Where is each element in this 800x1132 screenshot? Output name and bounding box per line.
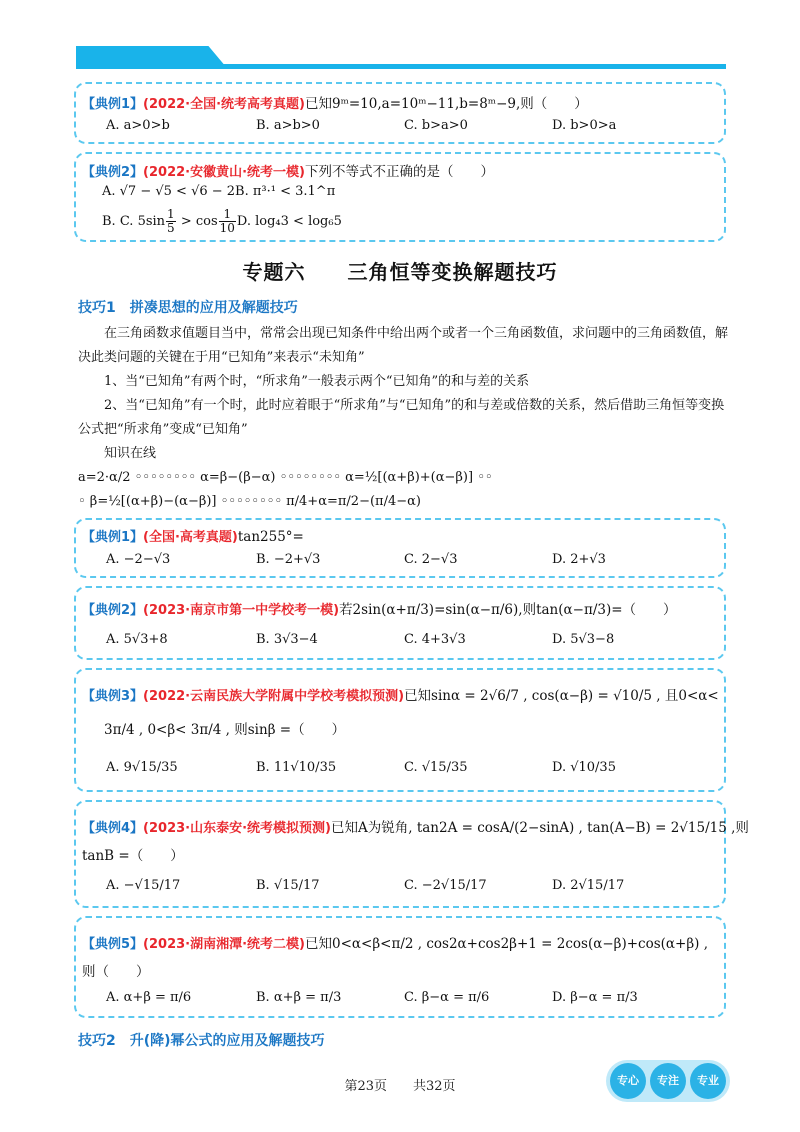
example-stem: 已知9ᵐ=10,a=10ᵐ−11,b=8ᵐ−9,则（ ） [305,96,588,112]
example-source: (2022·全国·统考高考真题) [143,97,305,112]
example-box-prev-2 [74,152,726,242]
option-b: B. 3√3−4 [256,632,318,647]
option-c: C. 2−√3 [404,552,458,567]
option-line-1: A. √7 − √5 < √6 − 2B. π³·¹ < 3.1^π [102,184,336,199]
example-stem: 下列不等式不正确的是（ ） [305,164,494,180]
option-d: D. b>0>a [552,118,617,133]
question-stem-line-2: 3π/4 , 0<β< 3π/4 , 则sinβ =（ ） [104,722,346,738]
example-source: (2022·安徽黄山·统考一模) [143,165,305,180]
knowledge-online-label: 知识在线 [78,446,157,461]
example-stem: tan255°= [237,529,304,545]
header-band [76,46,726,68]
question-stem-line-2: 则（ ） [82,964,150,980]
example-box-2 [74,586,726,660]
option-d: D. 5√3−8 [552,632,615,647]
intro-paragraph-2: 1、当“已知角”有两个时，“所求角”一般表示两个“已知角”的和与差的关系 [78,374,530,389]
option-text: > cos [176,214,218,229]
example-label: 【典例1】 [82,97,144,112]
example-source: (2023·山东泰安·统考模拟预测) [143,821,331,836]
option-b: B. √15/17 [256,878,320,893]
example-source: (2023·湖南湘潭·统考二模) [143,937,305,952]
example-source: (2022·云南民族大学附属中学校考模拟预测) [143,689,405,704]
example-stem: 已知A为锐角, tan2A = cosA/(2−sinA) , tan(A−B) = 2√15/15 ,则 [331,820,749,836]
example-label: 【典例4】 [82,821,144,836]
option-b: B. 11√10/35 [256,760,337,775]
fraction [219,208,236,235]
option-d: D. 2√15/17 [552,878,625,893]
formula-line-1: a=2·α/2 ◦◦◦◦◦◦◦◦ α=β−(β−α) ◦◦◦◦◦◦◦◦ α=½[(α+β)+(α−β)] ◦◦ [78,470,493,485]
option-line-2 [102,208,342,235]
numerator: 1 [219,208,236,222]
example-label: 【典例2】 [82,165,144,180]
option-c: C. β−α = π/6 [404,990,490,1005]
option-d: D. β−α = π/3 [552,990,638,1005]
question-stem [82,92,588,112]
option-c: C. −2√15/17 [404,878,487,893]
question-stem-line-2: tanB =（ ） [82,848,184,864]
option-text: B. C. 5sin [102,214,166,229]
example-box-5 [74,916,726,1018]
section-title: 专题六 三角恒等变换解题技巧 [242,260,558,284]
example-source: (全国·高考真题) [143,530,238,545]
option-a: A. a>0>b [106,118,170,133]
badge-focus: 专注 [650,1063,686,1099]
example-box-1 [74,518,726,578]
example-box-3 [74,668,726,792]
example-box-4 [74,800,749,908]
formula-line-2: ◦ β=½[(α+β)−(α−β)] ◦◦◦◦◦◦◦◦ π/4+α=π/2−(π/4−α) [78,494,421,509]
question-stem [82,160,494,180]
question-stem [82,816,749,836]
option-b: B. a>b>0 [256,118,320,133]
question-stem [82,598,677,618]
question-stem [82,526,304,545]
denominator: 10 [219,221,235,235]
option-a: A. −√15/17 [106,878,181,893]
option-d: D. √10/35 [552,760,616,775]
question-stem [82,932,708,952]
example-stem: 已知0<α<β<π/2 , cos2α+cos2β+1 = 2cos(α−β)+cos(α+β) , [305,936,709,952]
example-label: 【典例2】 [82,603,144,618]
option-c: C. b>a>0 [404,118,468,133]
option-a: A. 9√15/35 [106,760,178,775]
badge-professional: 专业 [690,1063,726,1099]
fraction [166,208,176,235]
header-rule [76,64,726,69]
option-c: C. √15/35 [404,760,468,775]
example-box-prev-1 [74,82,726,144]
page-number: 第23页 共32页 [344,1079,456,1094]
option-c: C. 4+3√3 [404,632,466,647]
example-label: 【典例3】 [82,689,144,704]
denominator: 5 [167,221,175,235]
example-source: (2023·南京市第一中学校考一模) [143,603,340,618]
option-d: D. 2+√3 [552,552,606,567]
intro-paragraph-1: 在三角函数求值题目当中，常常会出现已知条件中给出两个或者一个三角函数值，求问题中的三角函数值，解决此类问题的关键在于用“已知角”来表示“未知角” [78,326,729,365]
example-label: 【典例5】 [82,937,144,952]
option-b: B. −2+√3 [256,552,321,567]
technique-1-heading: 技巧1 拼凑思想的应用及解题技巧 [78,300,298,316]
option-a: A. 5√3+8 [106,632,168,647]
numerator: 1 [167,207,175,221]
technique-2-heading: 技巧2 升(降)幂公式的应用及解题技巧 [78,1033,325,1049]
intro-paragraph-3: 2、当“已知角”有一个时，此时应着眼于“所求角”与“已知角”的和与差或倍数的关系，然后借助三角恒等变换公式把“所求角”变成“已知角” [78,398,725,437]
option-text: D. log₄3 < log₆5 [236,214,342,229]
badge-focus-heart: 专心 [610,1063,646,1099]
question-stem [82,684,719,704]
example-stem: 若2sin(α+π/3)=sin(α−π/6),则tan(α−π/3)=（ ） [339,602,677,618]
option-b: B. α+β = π/3 [256,990,342,1005]
option-a: A. α+β = π/6 [106,990,192,1005]
example-stem: 已知sinα = 2√6/7 , cos(α−β) = √10/5 , 且0<α< [404,688,719,704]
option-a: A. −2−√3 [106,552,171,567]
example-label: 【典例1】 [82,530,144,545]
